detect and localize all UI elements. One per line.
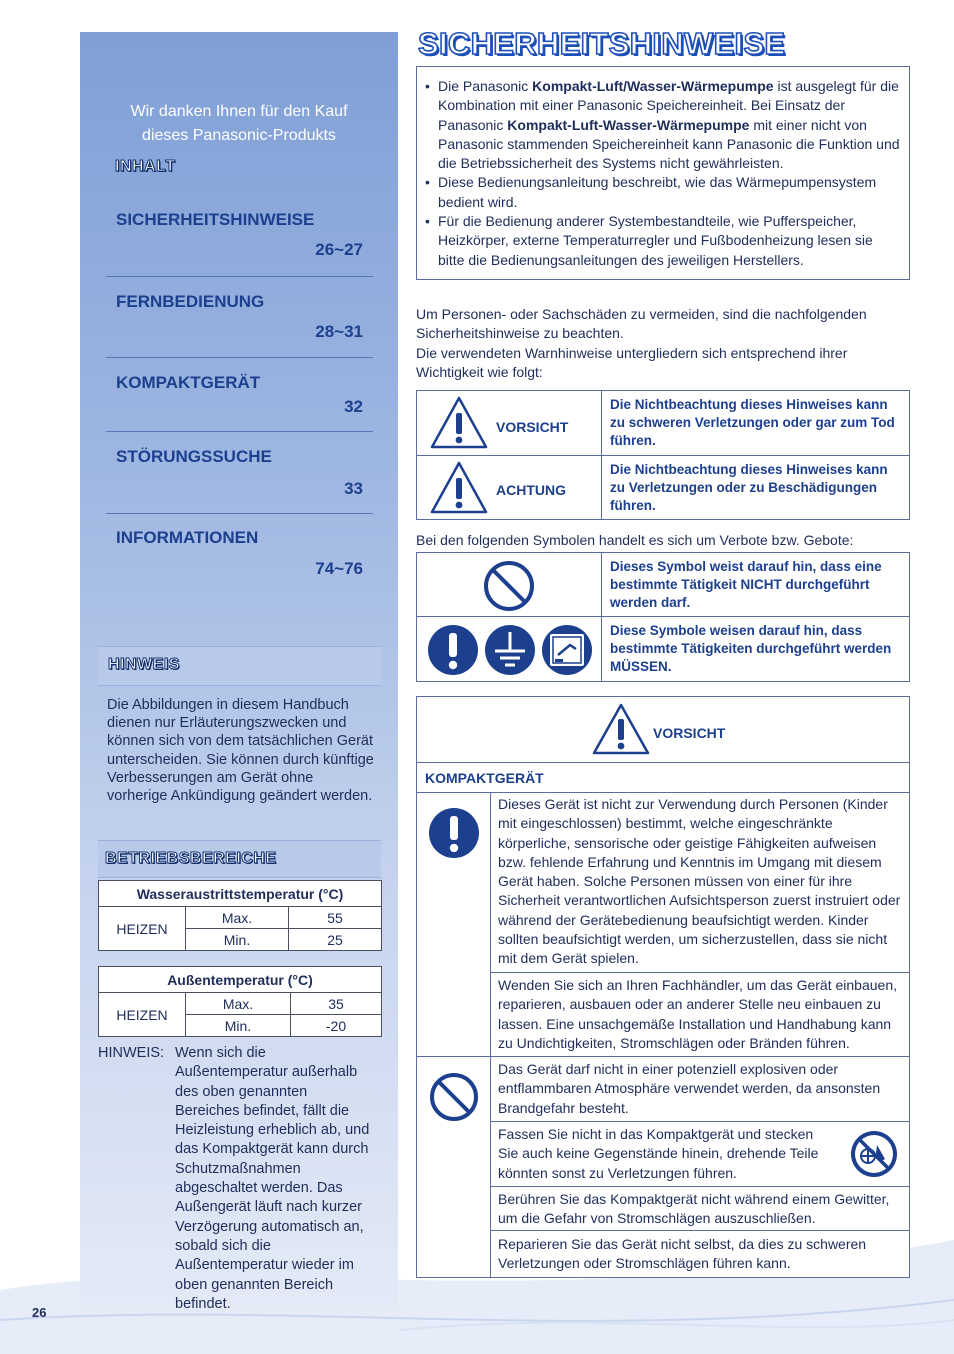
column-divider bbox=[490, 792, 491, 1277]
toc-pages: 26~27 bbox=[315, 240, 363, 259]
min-value: 25 bbox=[289, 929, 382, 951]
mandatory-action-icon bbox=[426, 623, 480, 677]
warning-levels-table bbox=[416, 390, 910, 520]
hinweis-text: Die Abbildungen in diesem Handbuch dienen nur Erläuterungszwecken und können sich von dem tatsächlichen Gerät unterscheiden. Sie können durch künftige Verbesserungen am Gerät ohne vorherige Ankündigung geändert werden. bbox=[107, 697, 374, 805]
toc-item-sicherheitshinweise[interactable] bbox=[106, 210, 373, 278]
intro-paragraph-1: Um Personen- oder Sachschäden zu vermeiden, sind die nachfolgenden Sicherheitshinweise zu beachten. bbox=[416, 306, 867, 342]
intro-box bbox=[416, 66, 910, 280]
max-label: Max. bbox=[186, 907, 289, 929]
thanks-text bbox=[80, 100, 398, 148]
toc-pages: 28~31 bbox=[315, 322, 363, 341]
toc-title: FERNBEDIENUNG bbox=[116, 292, 265, 311]
toc-item-informationen[interactable] bbox=[106, 528, 373, 578]
warning-label: VORSICHT bbox=[496, 419, 569, 435]
symbols-table bbox=[416, 552, 910, 682]
note-text: Wenn sich die Außentemperatur außerhalb des oben genannten Bereiches befindet, fällt die Heizleistung erheblich ab, und das Kompaktgerät kann durch Schutzmaßnahmen abgeschaltet werden. Das Außengerät läuft nach kurzer Verzögerung automatisch an, sobald sich die Außentemperatur wieder im oben genannten Bereich befindet. bbox=[175, 1045, 370, 1312]
toc-title: KOMPAKTGERÄT bbox=[116, 373, 261, 392]
warning-triangle-icon bbox=[429, 395, 489, 451]
divider bbox=[417, 1056, 909, 1057]
divider bbox=[490, 1186, 909, 1187]
contents-heading: INHALT bbox=[115, 158, 176, 175]
divider bbox=[490, 1121, 909, 1122]
max-label: Max. bbox=[186, 993, 291, 1015]
toc-item-fernbedienung[interactable] bbox=[106, 292, 373, 360]
outdoor-temp-table bbox=[98, 966, 382, 1037]
symbols-intro: Bei den folgenden Symbolen handelt es sich um Verbote bzw. Gebote: bbox=[416, 532, 854, 548]
caution-item-2: Wenden Sie sich an Ihren Fachhändler, um das Gerät einbauen, reparieren, ausbauen oder an anderer Stelle neu einbauen zu lassen. Eine unsachgemäße Installation und Handhabung kann zu Undichtigkeiten, Stromschlägen oder Bränden führen. bbox=[498, 977, 897, 1051]
toc-item-stoerungssuche[interactable] bbox=[106, 447, 373, 515]
min-value: -20 bbox=[291, 1015, 382, 1037]
toc-title: SICHERHEITSHINWEISE bbox=[116, 210, 315, 229]
toc-pages: 32 bbox=[344, 397, 363, 416]
min-label: Min. bbox=[186, 1015, 291, 1037]
caution-item-1: Dieses Gerät ist nicht zur Verwendung durch Personen (Kinder mit eingeschlossen) bestimmt, welche eingeschränkte körperliche, sensorische oder geistige Fähigkeiten aufweisen bzw. fehlende Erfahrung und Kenntnis im Umgang mit diesem Gerät haben. Solche Personen müssen von einer für ihre Sicherheit verantwortlichen Aufsichtsperson zuerst instruiert oder während der Gerätebedienung beaufsichtigt werden. Kinder sollten beaufsichtigt werden, um sicherzustellen, dass sie nicht mit dem Gerät spielen. bbox=[498, 796, 901, 967]
hinweis-heading: HINWEIS bbox=[108, 656, 180, 673]
thanks-line-2: dieses Panasonic-Produkts bbox=[142, 127, 336, 144]
mandatory-symbols-cell bbox=[417, 617, 602, 682]
caution-item-6: Reparieren Sie das Gerät nicht selbst, da dies zu schweren Verletzungen oder Stromschlägen führen kann. bbox=[498, 1236, 867, 1272]
toc-divider bbox=[106, 276, 373, 277]
prohibition-icon bbox=[482, 559, 536, 613]
page-number: 26 bbox=[32, 1305, 47, 1320]
prohibition-icon bbox=[428, 1071, 480, 1123]
caution-item-5: Berühren Sie das Kompaktgerät nicht während einem Gewitter, um die Gefahr von Stromschlägen auszuschließen. bbox=[498, 1191, 890, 1227]
toc-pages: 33 bbox=[344, 479, 363, 498]
section-title: KOMPAKTGERÄT bbox=[425, 770, 544, 786]
section-row bbox=[417, 762, 909, 792]
symbol-description: Diese Symbole weisen darauf hin, dass bestimmte Tätigkeiten durchgeführt werden MÜSSEN. bbox=[602, 617, 910, 682]
water-temp-table bbox=[98, 880, 382, 951]
max-value: 55 bbox=[289, 907, 382, 929]
no-hands-in-fan-icon bbox=[849, 1129, 899, 1179]
intro-paragraph-2: Die verwendeten Warnhinweise untergliedern sich entsprechend ihrer Wichtigkeit wie folgt: bbox=[416, 345, 848, 381]
warning-description: Die Nichtbeachtung dieses Hinweises kann zu Verletzungen oder zu Beschädigungen führen. bbox=[602, 456, 910, 520]
vorsicht-box bbox=[416, 696, 910, 1278]
warning-description: Die Nichtbeachtung dieses Hinweises kann zu schweren Verletzungen oder gar zum Tod führen. bbox=[602, 391, 910, 456]
caution-item-4: Fassen Sie nicht in das Kompaktgerät und stecken Sie auch keine Gegenstände hinein, drehende Teile könnten sonst zu Verletzungen führen. bbox=[498, 1126, 819, 1181]
toc-pages: 74~76 bbox=[315, 559, 363, 578]
divider bbox=[490, 972, 909, 973]
min-label: Min. bbox=[186, 929, 289, 951]
ground-connection-icon bbox=[483, 623, 537, 677]
warning-triangle-icon bbox=[429, 460, 489, 516]
note-label: HINWEIS: bbox=[98, 1045, 165, 1061]
toc-divider bbox=[106, 431, 373, 432]
unplug-power-icon bbox=[540, 623, 594, 677]
warning-level-vorsicht bbox=[417, 391, 602, 456]
divider bbox=[490, 1230, 909, 1231]
warning-label: ACHTUNG bbox=[496, 482, 566, 498]
intro-bullet-1: • Die Panasonic Kompakt-Luft/Wasser-Wärmepumpe ist ausgelegt für die Kombination mit einer Panasonic Speichereinheit. Bei Einsatz der Panasonic Kompakt-Luft-Wasser-Wärmepumpe mit einer nicht von Panasonic stammenden Speichereinheit kann Panasonic die Funktion und die Betriebssicherheit des Systems nicht gewährleisten. bbox=[425, 77, 903, 173]
table-header: Wasseraustrittstemperatur (°C) bbox=[99, 881, 382, 907]
betrieb-heading-bar bbox=[98, 840, 381, 878]
caution-item-3: Das Gerät darf nicht in einer potenziell explosiven oder entflammbaren Atmosphäre verwendet werden, da ansonsten Brandgefahr besteht. bbox=[498, 1061, 881, 1116]
mode-cell: HEIZEN bbox=[99, 907, 186, 951]
toc-divider bbox=[106, 513, 373, 514]
page-title: SICHERHEITSHINWEISE bbox=[418, 26, 786, 61]
warning-triangle-icon bbox=[591, 702, 651, 756]
toc-title: INFORMATIONEN bbox=[116, 528, 259, 547]
intro-bullet-3: • Für die Bedienung anderer Systembestandteile, wie Pufferspeicher, Heizkörper, externe Temperaturregler und Fußbodenheizung lesen sie bitte die Bedienungsanleitungen des jeweiligen Herstellers. bbox=[425, 212, 903, 270]
warning-level-achtung bbox=[417, 456, 602, 520]
intro-bullet-2: • Diese Bedienungsanleitung beschreibt, wie das Wärmepumpensystem bedient wird. bbox=[425, 173, 903, 212]
toc-item-kompaktgeraet[interactable] bbox=[106, 373, 373, 435]
mode-cell: HEIZEN bbox=[99, 993, 186, 1037]
prohibition-symbol-cell bbox=[417, 553, 602, 617]
betrieb-heading: BETRIEBSBEREICHE bbox=[105, 850, 277, 867]
vorsicht-heading: VORSICHT bbox=[653, 725, 726, 741]
symbol-description: Dieses Symbol weist darauf hin, dass eine bestimmte Tätigkeit NICHT durchgeführt werden darf. bbox=[602, 553, 910, 617]
hinweis-heading-bar bbox=[98, 646, 381, 686]
thanks-line-1: Wir danken Ihnen für den Kauf bbox=[130, 103, 348, 120]
table-header: Außentemperatur (°C) bbox=[99, 967, 382, 993]
mandatory-action-icon bbox=[428, 807, 480, 859]
toc-title: STÖRUNGSSUCHE bbox=[116, 447, 272, 466]
toc-divider bbox=[106, 357, 373, 358]
max-value: 35 bbox=[291, 993, 382, 1015]
